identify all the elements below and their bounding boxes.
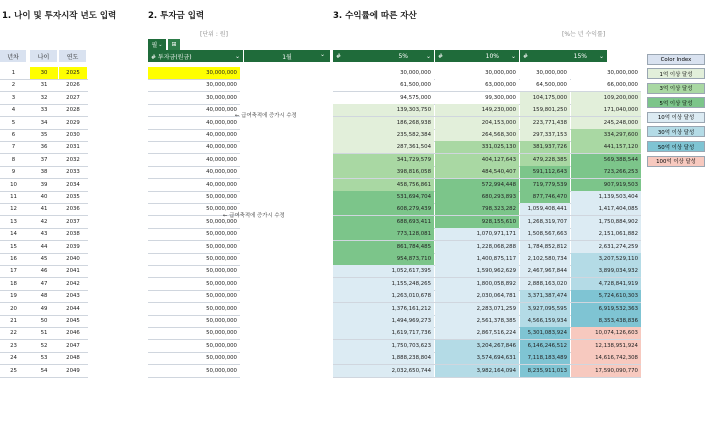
cell-rate-15[interactable]: 2,467,967,844 bbox=[520, 265, 570, 277]
cell-amount[interactable]: 40,000,000 bbox=[206, 132, 237, 138]
cell-rate-15[interactable]: 104,175,000 bbox=[520, 92, 570, 104]
cell-amount[interactable]: 50,000,000 bbox=[206, 293, 237, 300]
cell-rate-10[interactable]: 2,561,378,385 bbox=[435, 315, 519, 327]
cell-rate-10[interactable]: 1,070,971,171 bbox=[435, 228, 519, 240]
cell-rate-20[interactable]: 1,417,404,085 bbox=[571, 203, 641, 215]
cell-rate-15[interactable]: 2,888,163,020 bbox=[520, 278, 570, 290]
header-calendar-year: 연도 bbox=[59, 50, 87, 62]
header-amount[interactable]: # 투자금(원금) ⌄ bbox=[148, 50, 243, 62]
cell-rate-10[interactable]: 63,000,000 bbox=[435, 79, 519, 91]
cell-rate-20[interactable]: 171,040,000 bbox=[571, 104, 641, 116]
cell-calendar-year[interactable]: 2032 bbox=[66, 156, 80, 163]
cell-rate-20[interactable]: 907,919,503 bbox=[571, 179, 641, 191]
cell-rate-15[interactable]: 381,937,726 bbox=[520, 141, 570, 153]
cell-age[interactable]: 35 bbox=[40, 132, 48, 138]
cell-age[interactable]: 48 bbox=[40, 293, 48, 300]
cell-age[interactable]: 31 bbox=[40, 82, 48, 89]
cell-rate-10[interactable]: 928,155,610 bbox=[435, 216, 519, 228]
cell-rate-5[interactable]: 94,575,000 bbox=[333, 92, 434, 104]
chevron-down-icon[interactable]: ⌄ bbox=[234, 52, 240, 60]
cell-amount[interactable]: 30,000,000 bbox=[206, 82, 237, 89]
cell-calendar-year[interactable]: 2043 bbox=[66, 293, 80, 300]
cell-rate-20[interactable]: 1,139,503,404 bbox=[571, 191, 641, 203]
sheet-view-button[interactable]: ⊞ bbox=[168, 39, 180, 50]
section1-title: 1. 나이 및 투자시작 년도 입력 bbox=[2, 11, 117, 21]
cell-year-index[interactable]: 17 bbox=[10, 268, 17, 275]
row-divider bbox=[333, 377, 641, 378]
cell-year-index[interactable]: 23 bbox=[10, 342, 17, 349]
cell-rate-5[interactable]: 1,376,161,212 bbox=[333, 303, 434, 315]
cell-rate-20[interactable]: 17,590,090,770 bbox=[571, 365, 641, 377]
section2-title: 2. 투자금 입력 bbox=[148, 11, 205, 21]
cell-year-index[interactable]: 15 bbox=[10, 243, 17, 250]
cell-rate-10[interactable]: 3,574,694,631 bbox=[435, 352, 519, 364]
cell-rate-5[interactable]: 954,873,710 bbox=[333, 253, 434, 265]
cell-calendar-year[interactable]: 2036 bbox=[66, 206, 80, 213]
cell-age[interactable]: 49 bbox=[40, 305, 48, 312]
cell-amount[interactable]: 50,000,000 bbox=[206, 218, 237, 225]
cell-rate-5[interactable]: 139,303,750 bbox=[333, 104, 434, 116]
cell-amount[interactable]: 50,000,000 bbox=[206, 268, 237, 275]
cell-year-index[interactable]: 20 bbox=[10, 305, 17, 312]
cell-rate-10[interactable]: 264,568,300 bbox=[435, 129, 519, 141]
cell-rate-20[interactable]: 334,297,600 bbox=[571, 129, 641, 141]
cell-amount[interactable]: 40,000,000 bbox=[206, 156, 237, 163]
cell-calendar-year[interactable]: 2026 bbox=[66, 82, 80, 89]
cell-rate-10[interactable]: 204,153,000 bbox=[435, 117, 519, 129]
cell-year-index[interactable]: 12 bbox=[10, 206, 17, 213]
cell-rate-5[interactable]: 1,619,717,736 bbox=[333, 327, 434, 339]
cell-rate-20[interactable]: 441,157,120 bbox=[571, 141, 641, 153]
cell-amount[interactable]: 30,000,000 bbox=[206, 94, 237, 101]
cell-age[interactable]: 45 bbox=[40, 256, 48, 262]
cell-rate-5[interactable]: 1,750,703,623 bbox=[333, 340, 434, 352]
cell-rate-5[interactable]: 1,155,248,265 bbox=[333, 278, 434, 290]
header-rate-10[interactable]: # 10% ⌄ bbox=[435, 50, 519, 62]
cell-age[interactable]: 38 bbox=[40, 169, 48, 176]
cell-age[interactable]: 32 bbox=[40, 94, 48, 101]
cell-rate-10[interactable]: 99,300,000 bbox=[435, 92, 519, 104]
edit-hint-2: ← 급여축적에 증가시 수정 bbox=[223, 213, 285, 219]
cell-year-index[interactable]: 3 bbox=[11, 94, 16, 101]
cell-rate-15[interactable]: 297,337,153 bbox=[520, 129, 570, 141]
cell-rate-20[interactable]: 4,728,841,919 bbox=[571, 278, 641, 290]
color-index-item: 1억 이상 달성 bbox=[647, 68, 705, 79]
cell-calendar-year[interactable]: 2047 bbox=[66, 342, 80, 349]
cell-age[interactable]: 42 bbox=[40, 218, 48, 225]
cell-calendar-year[interactable]: 2044 bbox=[66, 305, 80, 312]
cell-age[interactable]: 54 bbox=[40, 367, 48, 374]
cell-calendar-year[interactable]: 2037 bbox=[66, 218, 80, 225]
cell-amount[interactable]: 50,000,000 bbox=[206, 194, 237, 200]
cell-rate-10[interactable]: 149,230,000 bbox=[435, 104, 519, 116]
cell-rate-5[interactable]: 531,694,704 bbox=[333, 191, 434, 203]
cell-rate-10[interactable]: 1,400,875,117 bbox=[435, 253, 519, 265]
cell-rate-15[interactable]: 3,371,387,474 bbox=[520, 290, 570, 302]
cell-rate-15[interactable]: 877,746,470 bbox=[520, 191, 570, 203]
cell-rate-10[interactable]: 2,030,064,781 bbox=[435, 290, 519, 302]
cell-rate-10[interactable]: 572,994,448 bbox=[435, 179, 519, 191]
cell-year-index[interactable]: 5 bbox=[11, 119, 16, 126]
row-divider bbox=[0, 377, 88, 378]
cell-amount[interactable]: 40,000,000 bbox=[206, 144, 237, 151]
cell-rate-20[interactable]: 1,750,884,902 bbox=[571, 216, 641, 228]
cell-year-index[interactable]: 24 bbox=[10, 355, 17, 362]
color-index-item: 100억 이상 달성 bbox=[647, 156, 705, 167]
cell-calendar-year[interactable]: 2028 bbox=[66, 107, 80, 114]
cell-rate-20[interactable]: 14,616,742,308 bbox=[571, 352, 641, 364]
cell-amount[interactable]: 40,000,000 bbox=[206, 119, 237, 126]
cell-rate-20[interactable]: 10,074,126,603 bbox=[571, 327, 641, 339]
cell-year-index[interactable]: 6 bbox=[11, 132, 16, 138]
cell-rate-10[interactable]: 2,283,071,259 bbox=[435, 303, 519, 315]
cell-amount[interactable]: 50,000,000 bbox=[206, 367, 237, 374]
cell-rate-5[interactable]: 235,582,384 bbox=[333, 129, 434, 141]
cell-rate-20[interactable]: 245,248,000 bbox=[571, 117, 641, 129]
row-divider bbox=[148, 377, 240, 378]
cell-rate-5[interactable]: 861,784,485 bbox=[333, 241, 434, 253]
cell-calendar-year[interactable]: 2046 bbox=[66, 330, 80, 337]
cell-rate-20[interactable]: 3,207,529,110 bbox=[571, 253, 641, 265]
cell-calendar-year[interactable]: 2048 bbox=[66, 355, 80, 362]
color-index-header: Color Index bbox=[647, 54, 705, 65]
cell-year-index[interactable]: 13 bbox=[10, 218, 17, 225]
cell-rate-5[interactable]: 287,361,504 bbox=[333, 141, 434, 153]
cell-rate-10[interactable]: 1,800,058,892 bbox=[435, 278, 519, 290]
cell-rate-20[interactable]: 5,724,610,303 bbox=[571, 290, 641, 302]
cell-age[interactable]: 34 bbox=[40, 119, 48, 126]
cell-age[interactable]: 46 bbox=[40, 268, 48, 275]
cell-rate-15[interactable]: 2,102,580,734 bbox=[520, 253, 570, 265]
cell-year-index[interactable]: 14 bbox=[10, 231, 17, 238]
rate-note: [%는 년 수익률] bbox=[562, 31, 606, 38]
cell-age[interactable]: 51 bbox=[40, 330, 48, 337]
cell-rate-5[interactable]: 30,000,000 bbox=[333, 67, 434, 79]
cell-year-index[interactable]: 18 bbox=[10, 280, 17, 287]
cell-rate-10[interactable]: 331,025,130 bbox=[435, 141, 519, 153]
cell-calendar-year[interactable]: 2034 bbox=[66, 181, 80, 188]
cell-calendar-year[interactable]: 2029 bbox=[66, 119, 80, 126]
header-year-index: 년차 bbox=[0, 50, 27, 62]
chevron-down-icon[interactable]: ⌄ bbox=[320, 51, 326, 58]
cell-rate-5[interactable]: 1,888,238,804 bbox=[333, 352, 434, 364]
cell-rate-15[interactable]: 5,301,083,924 bbox=[520, 327, 570, 339]
cell-age[interactable]: 40 bbox=[40, 194, 48, 200]
edit-hint-1: ← 급여축적에 증가시 수정 bbox=[235, 113, 297, 119]
cell-amount[interactable]: 50,000,000 bbox=[206, 342, 237, 349]
filter-icon[interactable]: 필 ⌄ bbox=[148, 39, 166, 50]
cell-rate-5[interactable]: 2,032,650,744 bbox=[333, 365, 434, 377]
cell-rate-10[interactable]: 2,867,516,224 bbox=[435, 327, 519, 339]
cell-calendar-year[interactable]: 2040 bbox=[66, 256, 80, 262]
cell-age[interactable]: 36 bbox=[40, 144, 48, 151]
cell-rate-15[interactable]: 3,927,095,595 bbox=[520, 303, 570, 315]
cell-rate-10[interactable]: 3,204,267,846 bbox=[435, 340, 519, 352]
cell-rate-15[interactable]: 1,059,408,441 bbox=[520, 203, 570, 215]
cell-year-index[interactable]: 19 bbox=[10, 293, 17, 300]
color-index-item: 3억 이상 달성 bbox=[647, 83, 705, 94]
cell-year-index[interactable]: 9 bbox=[11, 169, 16, 176]
cell-year-index[interactable]: 8 bbox=[11, 156, 16, 163]
cell-calendar-year[interactable]: 2027 bbox=[66, 94, 80, 101]
cell-amount[interactable]: 40,000,000 bbox=[206, 181, 237, 188]
cell-rate-5[interactable]: 341,729,579 bbox=[333, 154, 434, 166]
cell-calendar-year[interactable]: 2041 bbox=[66, 268, 80, 275]
cell-calendar-year[interactable]: 2039 bbox=[66, 243, 80, 250]
cell-age[interactable]: 33 bbox=[40, 107, 48, 114]
color-index-item: 50억 이상 달성 bbox=[647, 141, 705, 152]
cell-rate-20[interactable]: 66,000,000 bbox=[571, 79, 641, 91]
cell-rate-5[interactable]: 608,279,439 bbox=[333, 203, 434, 215]
section3-title: 3. 수익률에 따른 자산 bbox=[333, 11, 417, 21]
cell-calendar-year[interactable]: 2049 bbox=[66, 367, 80, 374]
header-rate-15[interactable]: # 15% ⌄ bbox=[520, 50, 607, 62]
cell-rate-15[interactable]: 8,235,911,013 bbox=[520, 365, 570, 377]
cell-rate-15[interactable]: 7,118,183,489 bbox=[520, 352, 570, 364]
cell-rate-15[interactable]: 6,146,246,512 bbox=[520, 340, 570, 352]
cell-calendar-year[interactable]: 2033 bbox=[66, 169, 80, 176]
cell-age[interactable]: 44 bbox=[40, 243, 48, 250]
cell-rate-15[interactable]: 159,801,250 bbox=[520, 104, 570, 116]
cell-amount[interactable]: 30,000,000 bbox=[148, 67, 240, 79]
cell-rate-15[interactable]: 591,112,643 bbox=[520, 166, 570, 178]
cell-age[interactable]: 47 bbox=[40, 280, 48, 287]
cell-rate-5[interactable]: 1,263,010,678 bbox=[333, 290, 434, 302]
cell-rate-15[interactable]: 1,784,852,812 bbox=[520, 241, 570, 253]
cell-calendar-year[interactable]: 2035 bbox=[66, 194, 80, 200]
cell-rate-15[interactable]: 479,228,385 bbox=[520, 154, 570, 166]
cell-age[interactable]: 53 bbox=[40, 355, 48, 362]
color-index-item: 10억 이상 달성 bbox=[647, 112, 705, 123]
cell-amount[interactable]: 50,000,000 bbox=[206, 256, 237, 262]
cell-year-index[interactable]: 16 bbox=[10, 256, 17, 262]
cell-rate-15[interactable]: 64,500,000 bbox=[520, 79, 570, 91]
cell-rate-15[interactable]: 223,771,438 bbox=[520, 117, 570, 129]
cell-age[interactable]: 37 bbox=[40, 156, 48, 163]
cell-year-index[interactable]: 7 bbox=[11, 144, 16, 151]
color-index-item: 5억 이상 달성 bbox=[647, 97, 705, 108]
header-rate-5[interactable]: # 5% ⌄ bbox=[333, 50, 434, 62]
cell-rate-20[interactable]: 2,631,274,259 bbox=[571, 241, 641, 253]
cell-amount[interactable]: 50,000,000 bbox=[206, 231, 237, 238]
cell-rate-10[interactable]: 404,127,643 bbox=[435, 154, 519, 166]
cell-amount[interactable]: 50,000,000 bbox=[206, 305, 237, 312]
cell-year-index[interactable]: 22 bbox=[10, 330, 17, 337]
cell-amount[interactable]: 50,000,000 bbox=[206, 318, 237, 324]
cell-rate-5[interactable]: 1,052,617,395 bbox=[333, 265, 434, 277]
cell-rate-5[interactable]: 186,268,938 bbox=[333, 117, 434, 129]
cell-age[interactable]: 30 bbox=[30, 67, 58, 79]
cell-calendar-year[interactable]: 2045 bbox=[66, 318, 80, 324]
cell-rate-5[interactable]: 398,816,058 bbox=[333, 166, 434, 178]
cell-amount[interactable]: 50,000,000 bbox=[206, 355, 237, 362]
cell-rate-20[interactable]: 30,000,000 bbox=[571, 67, 641, 79]
cell-year-index[interactable]: 4 bbox=[11, 107, 16, 114]
cell-amount[interactable]: 40,000,000 bbox=[206, 169, 237, 176]
cell-age[interactable]: 43 bbox=[40, 231, 48, 238]
cell-calendar-year[interactable]: 2038 bbox=[66, 231, 80, 238]
cell-rate-20[interactable]: 569,388,544 bbox=[571, 154, 641, 166]
cell-year-index[interactable]: 11 bbox=[10, 194, 17, 200]
cell-rate-10[interactable]: 30,000,000 bbox=[435, 67, 519, 79]
cell-year-index[interactable]: 10 bbox=[10, 181, 17, 188]
header-period[interactable]: 1월 bbox=[244, 50, 330, 62]
cell-amount[interactable]: 50,000,000 bbox=[206, 280, 237, 287]
cell-rate-20[interactable]: 723,266,253 bbox=[571, 166, 641, 178]
cell-rate-10[interactable]: 484,540,407 bbox=[435, 166, 519, 178]
cell-rate-15[interactable]: 719,779,539 bbox=[520, 179, 570, 191]
cell-rate-15[interactable]: 1,268,319,707 bbox=[520, 216, 570, 228]
cell-rate-20[interactable]: 2,151,061,882 bbox=[571, 228, 641, 240]
cell-rate-15[interactable]: 1,508,567,663 bbox=[520, 228, 570, 240]
unit-note: [단위 : 원] bbox=[200, 31, 228, 38]
cell-rate-10[interactable]: 798,323,282 bbox=[435, 203, 519, 215]
cell-rate-10[interactable]: 1,590,962,629 bbox=[435, 265, 519, 277]
cell-calendar-year[interactable]: 2042 bbox=[66, 280, 80, 287]
cell-age[interactable]: 39 bbox=[40, 181, 48, 188]
cell-amount[interactable]: 50,000,000 bbox=[206, 206, 237, 213]
cell-amount[interactable]: 50,000,000 bbox=[206, 330, 237, 337]
cell-rate-20[interactable]: 109,200,000 bbox=[571, 92, 641, 104]
cell-calendar-year[interactable]: 2031 bbox=[66, 144, 80, 151]
cell-age[interactable]: 50 bbox=[40, 318, 48, 324]
cell-rate-5[interactable]: 458,756,861 bbox=[333, 179, 434, 191]
cell-rate-20[interactable]: 3,899,034,932 bbox=[571, 265, 641, 277]
cell-rate-20[interactable]: 12,138,951,924 bbox=[571, 340, 641, 352]
cell-year-index[interactable]: 21 bbox=[10, 318, 17, 324]
cell-rate-5[interactable]: 773,128,081 bbox=[333, 228, 434, 240]
cell-rate-5[interactable]: 61,500,000 bbox=[333, 79, 434, 91]
cell-amount[interactable]: 40,000,000 bbox=[206, 107, 237, 114]
cell-age[interactable]: 41 bbox=[40, 206, 48, 213]
cell-year-index[interactable]: 2 bbox=[11, 82, 16, 89]
cell-age[interactable]: 52 bbox=[40, 342, 48, 349]
cell-rate-5[interactable]: 1,494,969,273 bbox=[333, 315, 434, 327]
cell-rate-15[interactable]: 4,566,159,934 bbox=[520, 315, 570, 327]
cell-calendar-year[interactable]: 2025 bbox=[59, 67, 87, 79]
cell-rate-10[interactable]: 1,228,068,288 bbox=[435, 241, 519, 253]
cell-rate-10[interactable]: 680,293,893 bbox=[435, 191, 519, 203]
cell-rate-20[interactable]: 6,919,532,363 bbox=[571, 303, 641, 315]
cell-calendar-year[interactable]: 2030 bbox=[66, 132, 80, 138]
cell-year-index[interactable]: 25 bbox=[10, 367, 17, 374]
cell-amount[interactable]: 50,000,000 bbox=[206, 243, 237, 250]
cell-year-index[interactable]: 1 bbox=[11, 70, 16, 76]
cell-rate-20[interactable]: 8,353,438,836 bbox=[571, 315, 641, 327]
cell-rate-10[interactable]: 3,982,164,094 bbox=[435, 365, 519, 377]
cell-rate-15[interactable]: 30,000,000 bbox=[520, 67, 570, 79]
cell-rate-5[interactable]: 688,693,411 bbox=[333, 216, 434, 228]
color-index-item: 30억 이상 달성 bbox=[647, 126, 705, 137]
header-age: 나이 bbox=[30, 50, 58, 62]
